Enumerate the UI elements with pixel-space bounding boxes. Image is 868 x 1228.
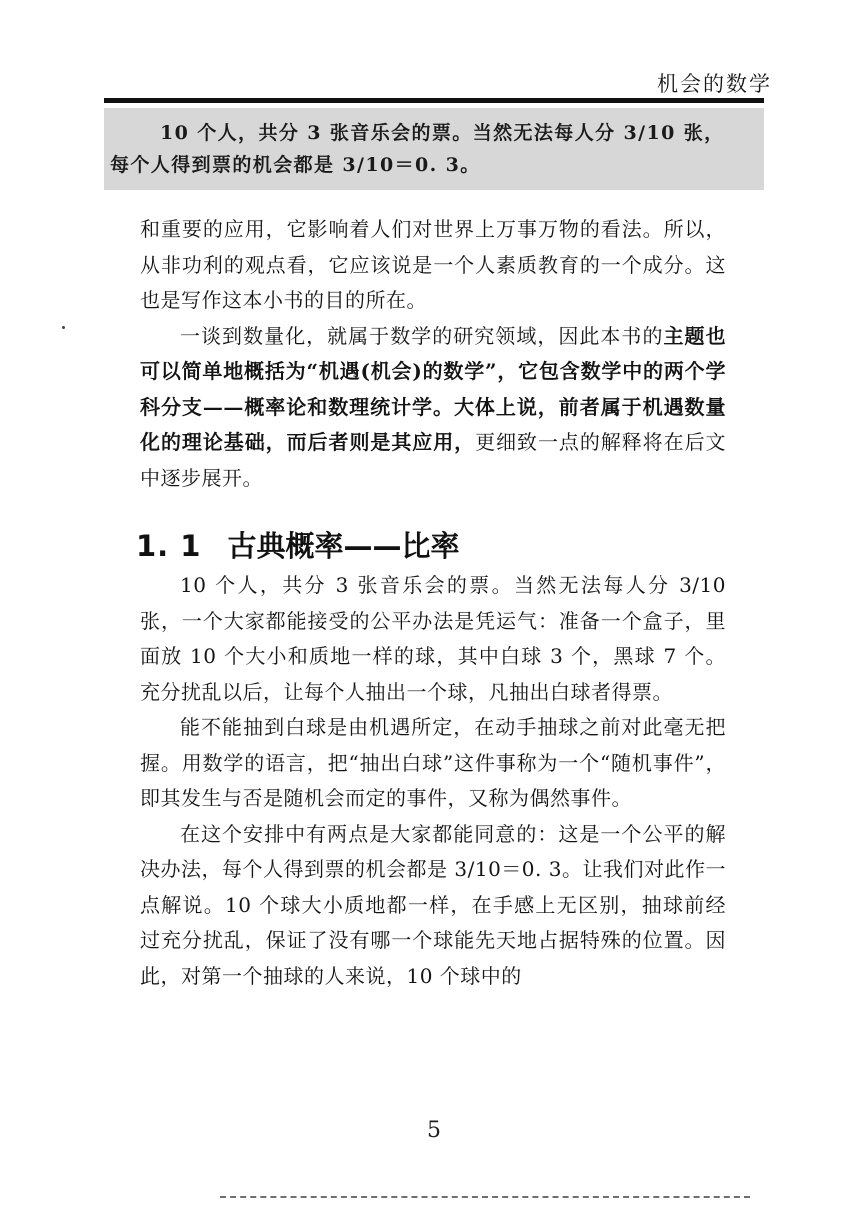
paragraph: 10 个人，共分 3 张音乐会的票。当然无法每人分 3/10 张，一个大家都能接受的公平办法是凭运气：准备一个盒子，里面放 10 个大小和质地一样的球，其中白球 3 个，黑球 7 个。充分扰乱以后，让每个人抽出一个球，凡抽出白球者得票。: [140, 573, 726, 704]
page-number: 5: [427, 1118, 441, 1143]
paragraph: 和重要的应用，它影响着人们对世界上万事万物的看法。所以，从非功利的观点看，它应该说是一个人素质教育的一个成分。这也是写作这本小书的目的所在。: [140, 217, 726, 312]
scan-speck: [62, 326, 65, 329]
paragraph: 在这个安排中有两点是大家都能同意的：这是一个公平的解决办法，每个人得到票的机会都是 3/10＝0. 3。让我们对此作一点解说。10 个球大小质地都一样，在手感上无区别，抽球前经过充分扰乱，保证了没有哪一个球能先天地占据特殊的位置。因此，对第一个抽球的人来说，10 个球中的: [140, 821, 726, 988]
bold-emphasis: 主题也可以简单地概括为“机遇(机会)的数学”，它包含数学中的两个学科分支——概率论和数理统计学。大体上说，前者属于机遇数量化的理论基础，而后者则是其应用，: [140, 323, 727, 454]
section-title: 古典概率——比率: [227, 529, 460, 563]
running-head: 机会的数学: [657, 72, 772, 96]
section-number: 1. 1: [136, 529, 202, 563]
header-banner: [104, 108, 764, 190]
section-body: [140, 568, 726, 994]
paragraph-tail: 更细致一点的解释将在后文中逐步展开。: [140, 430, 727, 490]
banner-line-1: 10 个人，共分 3 张音乐会的票。当然无法每人分 3/10 张，: [160, 122, 725, 144]
header-rule: [104, 98, 764, 103]
intro-text: [140, 212, 726, 496]
paragraph: 能不能抽到白球是由机遇所定，在动手抽球之前对此毫无把握。用数学的语言，把“抽出白球”这件事称为一个“随机事件”，即其发生与否是随机会而定的事件，又称为偶然事件。: [140, 715, 726, 810]
scan-edge-line: [220, 1196, 750, 1201]
paragraph: [140, 319, 726, 497]
banner-line-2: 每个人得到票的机会都是 3/10＝0. 3。: [110, 154, 481, 176]
section-heading: [136, 524, 460, 565]
paragraph-lead: 一谈到数量化，就属于数学的研究领域，因此本书的: [180, 323, 664, 348]
